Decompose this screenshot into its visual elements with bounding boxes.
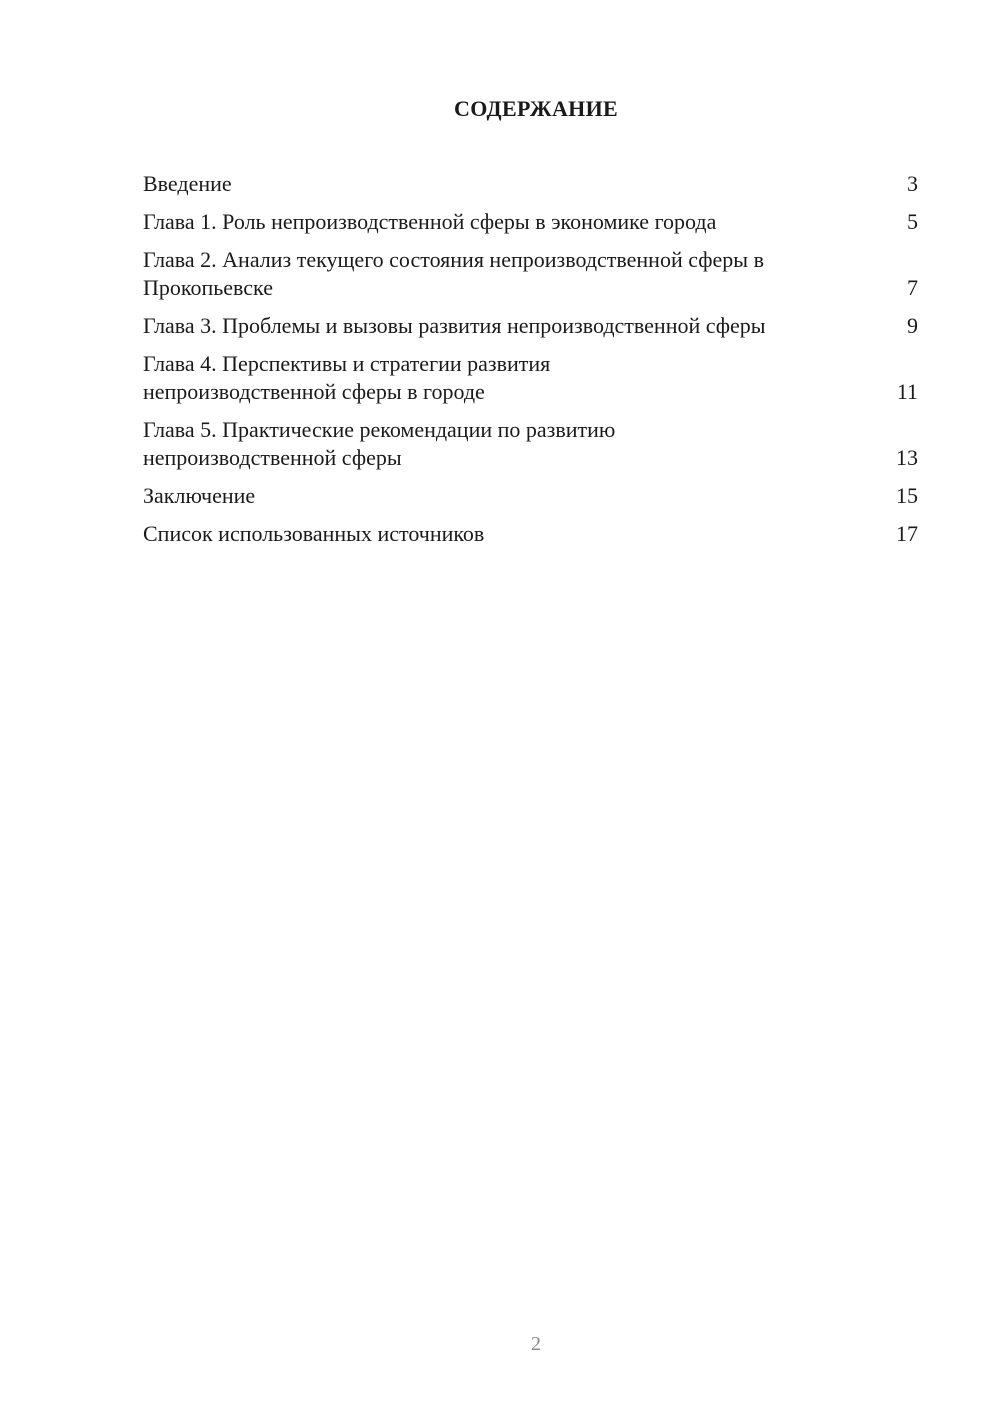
toc-entry-page: 5 xyxy=(907,209,918,234)
toc-entry-chapter-5[interactable] xyxy=(143,416,918,472)
toc-entry-page: 11 xyxy=(896,379,918,404)
toc-entry-label: Введение xyxy=(143,171,232,196)
toc-entry-references[interactable] xyxy=(143,520,918,548)
toc-entry-page: 13 xyxy=(896,445,918,470)
toc-entry-label: Глава 2. Анализ текущего состояния непроизводственной сферы в Прокопьевске xyxy=(143,247,764,300)
toc-entry-page: 17 xyxy=(896,521,918,546)
toc-entry-label: Заключение xyxy=(143,483,256,508)
page-number: 2 xyxy=(531,1333,541,1355)
toc-entry-label: Глава 4. Перспективы и стратегии развития непроизводственной сферы в городе xyxy=(143,351,551,404)
table-of-contents xyxy=(143,170,918,558)
toc-entry-introduction[interactable] xyxy=(143,170,918,198)
toc-entry-chapter-1[interactable] xyxy=(143,208,918,236)
toc-entry-chapter-4[interactable] xyxy=(143,350,918,406)
toc-entry-page: 7 xyxy=(907,275,918,300)
toc-entry-label: Глава 5. Практические рекомендации по развитию непроизводственной сферы xyxy=(143,417,616,470)
toc-entry-chapter-2[interactable] xyxy=(143,246,918,302)
toc-entry-chapter-3[interactable] xyxy=(143,312,918,340)
toc-entry-page: 3 xyxy=(907,171,918,196)
toc-entry-page: 15 xyxy=(896,483,918,508)
toc-entry-label: Глава 3. Проблемы и вызовы развития непроизводственной сферы xyxy=(143,313,766,338)
toc-entry-label: Глава 1. Роль непроизводственной сферы в экономике города xyxy=(143,209,717,234)
toc-entry-conclusion[interactable] xyxy=(143,482,918,510)
toc-entry-label: Список использованных источников xyxy=(143,521,485,546)
toc-entry-page: 9 xyxy=(907,313,918,338)
page-title: СОДЕРЖАНИЕ xyxy=(454,96,618,121)
